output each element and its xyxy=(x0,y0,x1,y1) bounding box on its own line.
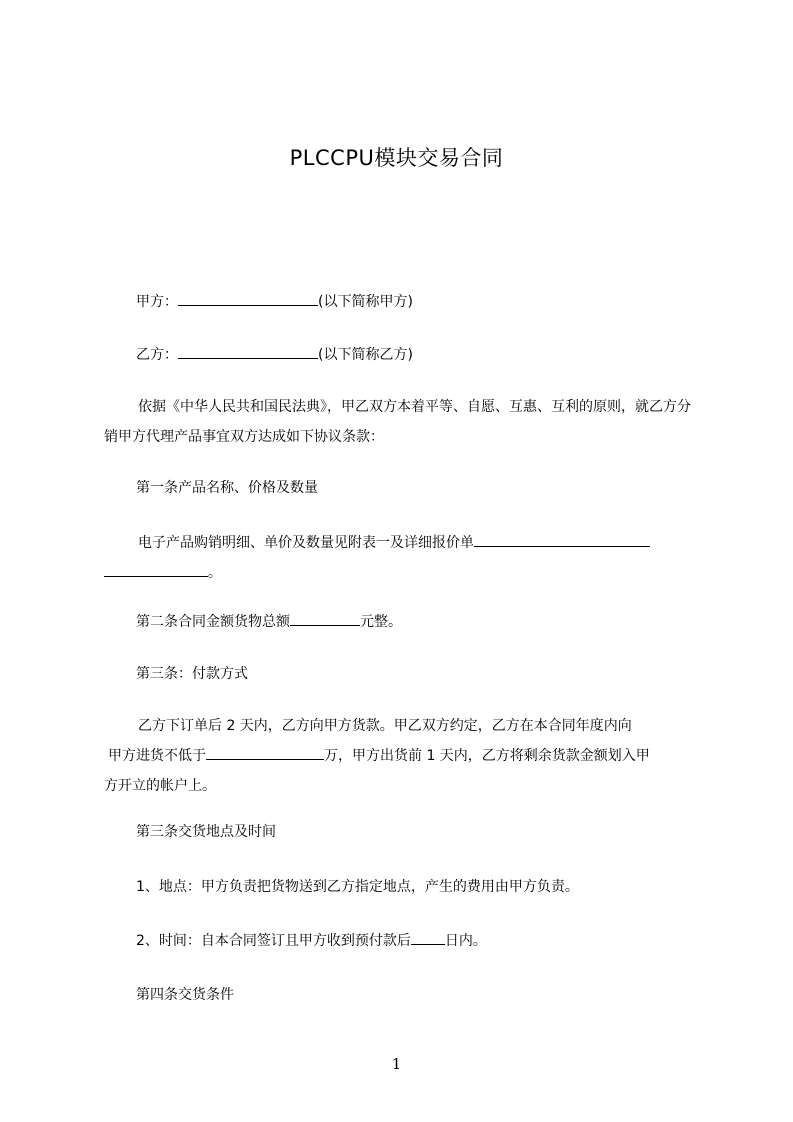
article3-pay-body-a: 乙方下订单后 2 天内，乙方向甲方货款。甲乙双方约定，乙方在本合同年度内向 xyxy=(138,718,632,734)
page-number: 1 xyxy=(391,1055,402,1073)
party-a-blank xyxy=(178,291,318,306)
article3-pay-body xyxy=(104,711,702,801)
article1-text: 电子产品购销明细、单价及数量见附表一及详细报价单 xyxy=(138,535,474,551)
article1-blank-2 xyxy=(104,562,208,577)
party-b-line xyxy=(136,344,413,365)
article4-heading: 第四条交货条件 xyxy=(136,987,234,1003)
article3-delivery-heading: 第三条交货地点及时间 xyxy=(136,824,276,840)
party-a-line xyxy=(136,291,413,312)
article3-delivery-item2 xyxy=(136,930,487,951)
article2-line xyxy=(136,611,402,632)
article3-pay-body-b-prefix: 甲方进货不低于 xyxy=(108,748,206,764)
article3-pay-body-b-suffix: 万，甲方出货前 1 天内，乙方将剩余货款金额划入甲 xyxy=(324,748,650,764)
article3-pay-body-c: 方开立的帐户上。 xyxy=(104,778,216,794)
article1-blank-1 xyxy=(474,532,650,547)
item2-prefix: 2、时间：自本合同签订且甲方收到预付款后 xyxy=(136,933,411,949)
article2-suffix: 元整。 xyxy=(360,614,402,630)
party-b-suffix: (以下简称乙方) xyxy=(318,347,413,363)
item2-suffix: 日内。 xyxy=(444,933,487,949)
party-a-suffix: (以下简称甲方) xyxy=(318,294,413,310)
party-b-label: 乙方： xyxy=(136,347,178,363)
article3-pay-blank xyxy=(206,745,324,760)
article1-heading: 第一条产品名称、价格及数量 xyxy=(136,480,318,496)
article1-end: 。 xyxy=(208,565,222,581)
article3-pay-heading: 第三条：付款方式 xyxy=(136,666,248,682)
document-title: PLCCPU模块交易合同 xyxy=(289,146,504,170)
article3-delivery-item1: 1、地点：甲方负责把货物送到乙方指定地点，产生的费用由甲方负责。 xyxy=(136,879,579,895)
article2-blank xyxy=(290,611,360,626)
intro-paragraph: 依据《中华人民共和国民法典》，甲乙双方本着平等、自愿、互惠、互利的原则，就乙方分销甲方代理产品事宜双方达成如下协议条款： xyxy=(104,399,691,445)
item2-blank xyxy=(411,930,445,945)
party-a-label: 甲方： xyxy=(136,294,178,310)
party-b-blank xyxy=(178,344,318,359)
article2-prefix: 第二条合同金额货物总额 xyxy=(136,614,290,630)
article1-body xyxy=(104,528,702,588)
